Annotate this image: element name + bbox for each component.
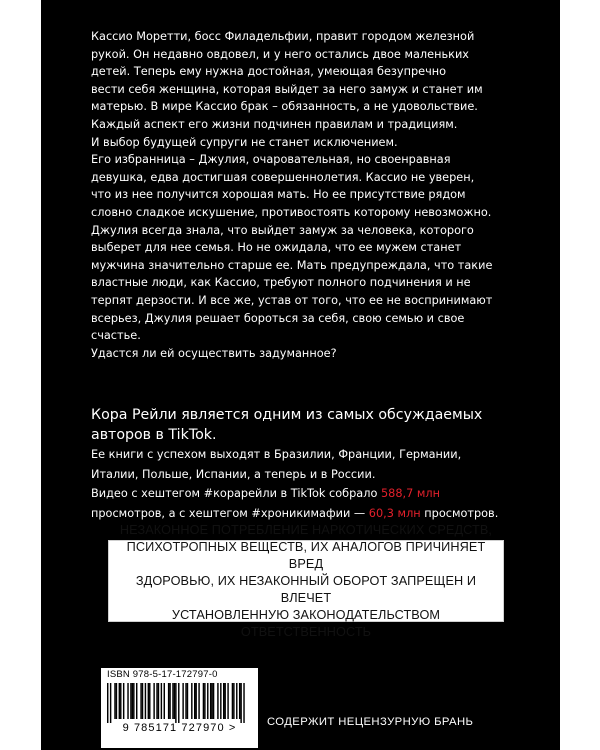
synopsis-line: властные люди, как Кассио, требуют полного подчинения и не xyxy=(91,276,471,290)
synopsis-line: вести себя женщина, которая выйдет за него замуж и станет им xyxy=(91,82,483,96)
warning-line: ПСИХОТРОПНЫХ ВЕЩЕСТВ, ИХ АНАЛОГОВ ПРИЧИНЯЕТ ВРЕД xyxy=(126,539,486,571)
author-stat-line xyxy=(91,484,546,504)
synopsis-line: счастье. xyxy=(91,329,141,343)
synopsis-text xyxy=(91,28,541,362)
synopsis-line: всерьез, Джулия решает бороться за себя, свою семью и свое xyxy=(91,311,465,325)
warning-line: НЕЗАКОННОЕ ПОТРЕБЛЕНИЕ НАРКОТИЧЕСКИХ СРЕДСТВ, xyxy=(119,522,493,537)
warning-line: ЗДОРОВЬЮ, ИХ НЕЗАКОННЫЙ ОБОРОТ ЗАПРЕЩЕН И ВЛЕЧЕТ xyxy=(135,573,477,605)
synopsis-line: словно сладкое искушение, противостоять которому невозможно. xyxy=(91,205,492,219)
stat-text: Видео с хештегом #корарейли в TikTok собрало xyxy=(91,487,381,501)
barcode-digits: 9 785171 727970 > xyxy=(122,722,237,734)
health-warning-text xyxy=(109,522,503,641)
stat-text: просмотров, а с хештегом #хроникимафии — xyxy=(91,506,369,520)
synopsis-line: Джулия всегда знала, что выйдет замуж за человека, которого xyxy=(91,223,474,237)
isbn-barcode xyxy=(101,668,258,748)
barcode-bars-icon xyxy=(107,683,252,723)
stat-highlight: 60,3 млн xyxy=(368,506,421,520)
synopsis-line: девушка, едва достигшая совершеннолетия. Кассио не уверен, xyxy=(91,170,475,184)
profanity-notice: СОДЕРЖИТ НЕЦЕНЗУРНУЮ БРАНЬ xyxy=(267,716,474,728)
synopsis-line: мужчина значительно старше ее. Мать предупреждала, что такие xyxy=(91,258,493,272)
author-lead-line: авторов в TikTok. xyxy=(91,427,217,443)
author-body-line: Италии, Польше, Испании, а теперь и в России. xyxy=(91,467,376,481)
synopsis-line: рукой. Он недавно овдовел, и у него остались двое маленьких xyxy=(91,47,469,61)
synopsis-line: что из нее получится хорошая мать. Но ее присутствие рядом xyxy=(91,188,466,202)
synopsis-line: Удастся ли ей осуществить задуманное? xyxy=(91,346,337,360)
author-stat-line xyxy=(91,504,546,524)
synopsis-line: Кассио Моретти, босс Филадельфии, правит городом железной xyxy=(91,30,475,43)
author-section xyxy=(91,405,546,523)
stat-highlight: 588,7 млн xyxy=(380,487,441,501)
synopsis-line: выберет для нее семья. Но не ожидала, что ее мужем станет xyxy=(91,241,462,255)
synopsis-line: детей. Теперь ему нужна достойная, умеющая безупречно xyxy=(91,65,447,79)
author-body-line: Ее книги с успехом выходят в Бразилии, Франции, Германии, xyxy=(91,448,462,461)
health-warning-box xyxy=(108,522,504,639)
synopsis-line: И выбор будущей супруги не станет исключением. xyxy=(91,135,398,149)
warning-line: УСТАНОВЛЕННУЮ ЗАКОНОДАТЕЛЬСТВОМ ОТВЕТСТВЕННОСТЬ xyxy=(171,607,441,639)
isbn-number: ISBN 978-5-17-172797-0 xyxy=(107,669,218,680)
author-lead-line: Кора Рейли является одним из самых обсуждаемых xyxy=(91,407,483,423)
synopsis-line: Каждый аспект его жизни подчинен правилам и традициям. xyxy=(91,117,458,131)
book-back-cover xyxy=(41,0,560,750)
synopsis-line: Его избранница – Джулия, очаровательная, но своенравная xyxy=(91,153,451,167)
synopsis-line: матерью. В мире Кассио брак – обязанность, а не удовольствие. xyxy=(91,100,478,114)
stat-text: просмотров. xyxy=(420,506,499,520)
synopsis-line: терпят дерзости. И все же, устав от того, что ее не воспринимают xyxy=(91,293,493,307)
